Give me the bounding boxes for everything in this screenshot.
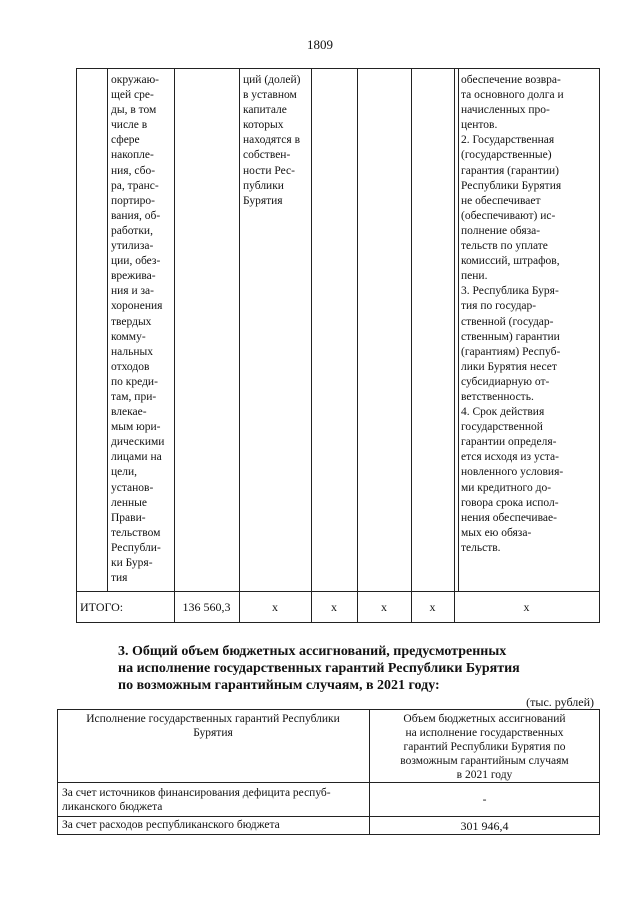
column-divider — [454, 68, 455, 623]
table-right-border — [599, 68, 600, 623]
purpose-cell: окружаю- щей сре- ды, в том числе в сфере накопле- ния, сбо- ра, транс- портиро- вания, об- работки, утилиза- ции, обез- врежива- ния и за- хоронения твердых комму- нальных отходов по креди- там, при- влекае- мым юри- дическими лицами на цели, установ- ленные Прави- тельством Республи- ки Буря- тия — [111, 74, 165, 585]
page-number: 1809 — [307, 37, 333, 52]
table-bottom-border — [76, 622, 600, 623]
table-left-border — [76, 68, 77, 623]
row-label: За счет источников финансирования дефицита респуб- ликанского бюджета — [62, 787, 331, 813]
table-row-divider — [57, 782, 600, 783]
total-x-cell: x — [429, 600, 436, 614]
ownership-cell: ций (долей) в уставном капитале которых находятся в собствен- ности Рес- публики Бурятия — [243, 74, 301, 207]
table-bottom-border — [57, 834, 600, 835]
total-amount: 136 560,3 — [182, 600, 231, 614]
table-row-divider — [57, 816, 600, 817]
section-title-line: 3. Общий объем бюджетных ассигнований, предусмотренных — [118, 644, 507, 659]
total-x-cell: x — [331, 600, 337, 614]
section-title-line: по возможным гарантийным случаям, в 2021 году: — [118, 678, 440, 693]
column-divider — [458, 68, 459, 592]
header-left: Исполнение государственных гарантий Республики Бурятия — [86, 713, 340, 739]
column-divider — [357, 68, 358, 623]
total-label: ИТОГО: — [80, 600, 124, 614]
table-right-border — [599, 709, 600, 835]
row-value: - — [482, 794, 487, 806]
column-divider — [369, 709, 370, 835]
total-x-cell: x — [272, 600, 278, 614]
total-x-cell: x — [381, 600, 387, 614]
total-x-cell: x — [523, 600, 530, 614]
section-title-line: на исполнение государственных гарантий Республики Бурятия — [118, 661, 520, 676]
table-top-border — [76, 68, 600, 69]
unit-label: (тыс. рублей) — [526, 695, 594, 709]
section-title — [118, 643, 520, 694]
table-top-border — [57, 709, 600, 710]
column-divider — [239, 68, 240, 623]
row-value: 301 946,4 — [460, 819, 509, 833]
table-row-divider — [76, 591, 600, 592]
row-label: За счет расходов республиканского бюджета — [62, 819, 280, 831]
column-divider — [107, 68, 108, 592]
column-divider — [411, 68, 412, 623]
table-left-border — [57, 709, 58, 835]
header-right: Объем бюджетных ассигнований на исполнение государственных гарантий Республики Бурятия по возможным гарантийным случаям в 2021 году — [400, 713, 569, 781]
conditions-cell: обеспечение возвра- та основного долга и начисленных про- центов. 2. Государственная (государственные) гарантия (гарантии) Республики Бурятия не обеспечивает (обеспечивают) ис- полнение обяза- тельств по уплате комиссий, штрафов, пени. 3. Республика Буря- тия по государ- ственной (государ- ственным) гарантии (гарантиям) Респуб- лики Бурятия несет субсидиарную от- ветственность. 4. Срок действия государственной гарантии определя- ется исходя из уста- новленного условия- ми кредитного до- говора срока испол- нения обеспечивае- мых ею обяза- тельств. — [461, 74, 564, 554]
